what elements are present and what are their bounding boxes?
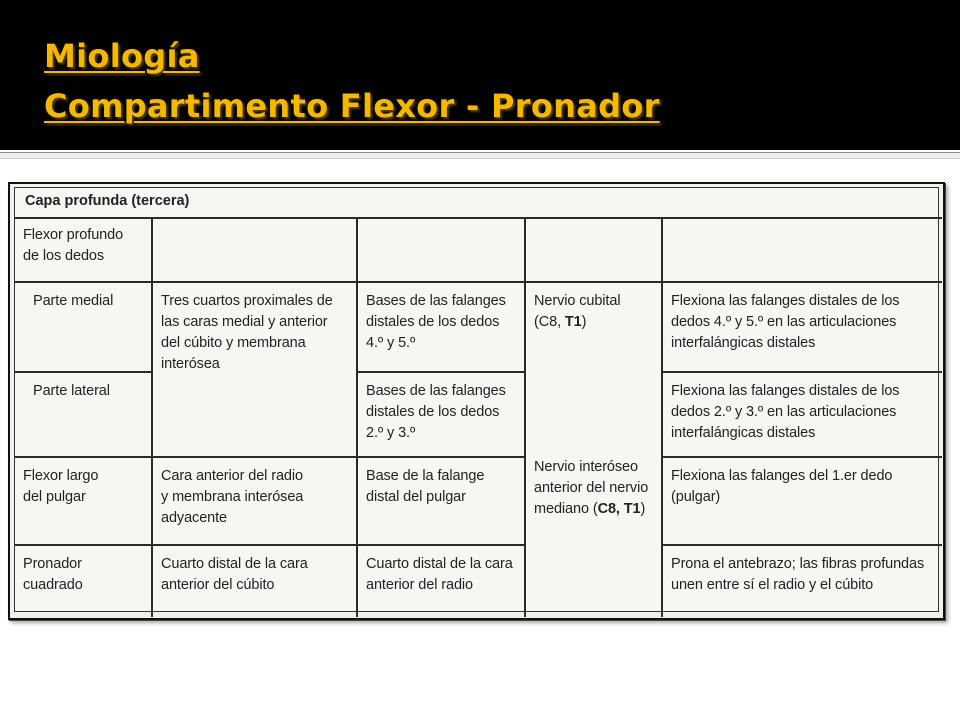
cell-line: anterior del nervio: [534, 480, 649, 496]
muscle-name-parte-lateral: [15, 373, 151, 456]
cell-line: [534, 499, 655, 520]
cell-line: Base de la falange: [366, 468, 485, 484]
text-span: ): [581, 314, 587, 330]
action-parte-lateral: [663, 373, 942, 456]
slide-header: [0, 0, 960, 150]
cell-line: anterior del radio: [366, 577, 474, 593]
cell-line: Flexiona las falanges distales de los: [671, 383, 900, 399]
cell-line: Bases de las falanges: [366, 293, 506, 309]
cell-line: dedos 4.º y 5.º en las articulaciones: [671, 314, 897, 330]
text-span: mediano (: [534, 501, 598, 517]
cell-line: anterior del cúbito: [161, 577, 275, 593]
action-pronador: [663, 546, 942, 617]
cell-line: Pronador: [23, 556, 82, 572]
innervation-interoseo: [526, 373, 661, 617]
cell-line: 2.º y 3.º: [366, 425, 416, 441]
cell-line: Nervio cubital: [534, 293, 621, 309]
header-divider: [0, 152, 960, 159]
cell-line: distales de los dedos: [366, 404, 500, 420]
cell-line: distales de los dedos: [366, 314, 500, 330]
cell-line: Prona el antebrazo; las fibras profundas: [671, 556, 925, 572]
cell-line: de los dedos: [23, 248, 105, 264]
muscle-name-parte-medial: [15, 283, 151, 371]
cell-line: Parte medial: [33, 293, 114, 309]
cell-line: Flexor largo: [23, 468, 99, 484]
muscle-name-pronador: [15, 546, 151, 617]
cell-line: unen entre sí el radio y el cúbito: [671, 577, 874, 593]
cell-line: cuadrado: [23, 577, 83, 593]
cell-line: Bases de las falanges: [366, 383, 506, 399]
slide-subtitle: Compartimento Flexor - Pronador: [44, 87, 660, 125]
origin-flexor-largo: [153, 458, 356, 544]
slide-title: Miología: [44, 37, 200, 75]
cell-line: Flexiona las falanges del 1.er dedo: [671, 468, 893, 484]
cell-line: adyacente: [161, 510, 228, 526]
cell-line: interfalángicas distales: [671, 425, 816, 441]
cell-line: Cara anterior del radio: [161, 468, 303, 484]
muscle-table: [8, 182, 945, 620]
cell-line: distal del pulgar: [366, 489, 466, 505]
cell-line: Cuarto distal de la cara: [366, 556, 513, 572]
cell-line: 4.º y 5.º: [366, 335, 416, 351]
muscle-name-flexor-largo: [15, 458, 151, 544]
origin-pronador: [153, 546, 356, 617]
cell-line: [534, 312, 655, 333]
insertion-flexor-largo: [358, 458, 524, 544]
cell-line: interfalángicas distales: [671, 335, 816, 351]
cell-line: las caras medial y anterior: [161, 314, 328, 330]
text-span: (C8,: [534, 314, 565, 330]
innervation-parte-medial: [526, 283, 661, 371]
cell-line: interósea: [161, 356, 220, 372]
action-parte-medial: [663, 283, 942, 371]
action-flexor-largo: [663, 458, 942, 544]
cell-line: y membrana interósea: [161, 489, 304, 505]
cell-line: Tres cuartos proximales de: [161, 293, 333, 309]
insertion-parte-medial: [358, 283, 524, 371]
layer-title: Capa profunda (tercera): [25, 193, 190, 209]
text-span: T1: [564, 314, 582, 330]
cell-line: Parte lateral: [33, 383, 110, 399]
text-span: ): [640, 501, 646, 517]
cell-line: Flexiona las falanges distales de los: [671, 293, 900, 309]
cell-line: dedos 2.º y 3.º en las articulaciones: [671, 404, 897, 420]
cell-line: (pulgar): [671, 489, 721, 505]
insertion-parte-lateral: [358, 373, 524, 456]
cell-line: del cúbito y membrana: [161, 335, 306, 351]
cell-line: Flexor profundo: [23, 227, 124, 243]
cell-line: Cuarto distal de la cara: [161, 556, 308, 572]
text-span: C8, T1: [597, 501, 641, 517]
row-divider: [15, 217, 942, 219]
cell-line: Nervio interóseo: [534, 459, 638, 475]
insertion-pronador: [358, 546, 524, 617]
muscle-table-grid: [14, 187, 939, 612]
muscle-name-flexor-profundo: [15, 219, 151, 281]
origin-parte-medial: [153, 283, 356, 456]
cell-line: del pulgar: [23, 489, 86, 505]
